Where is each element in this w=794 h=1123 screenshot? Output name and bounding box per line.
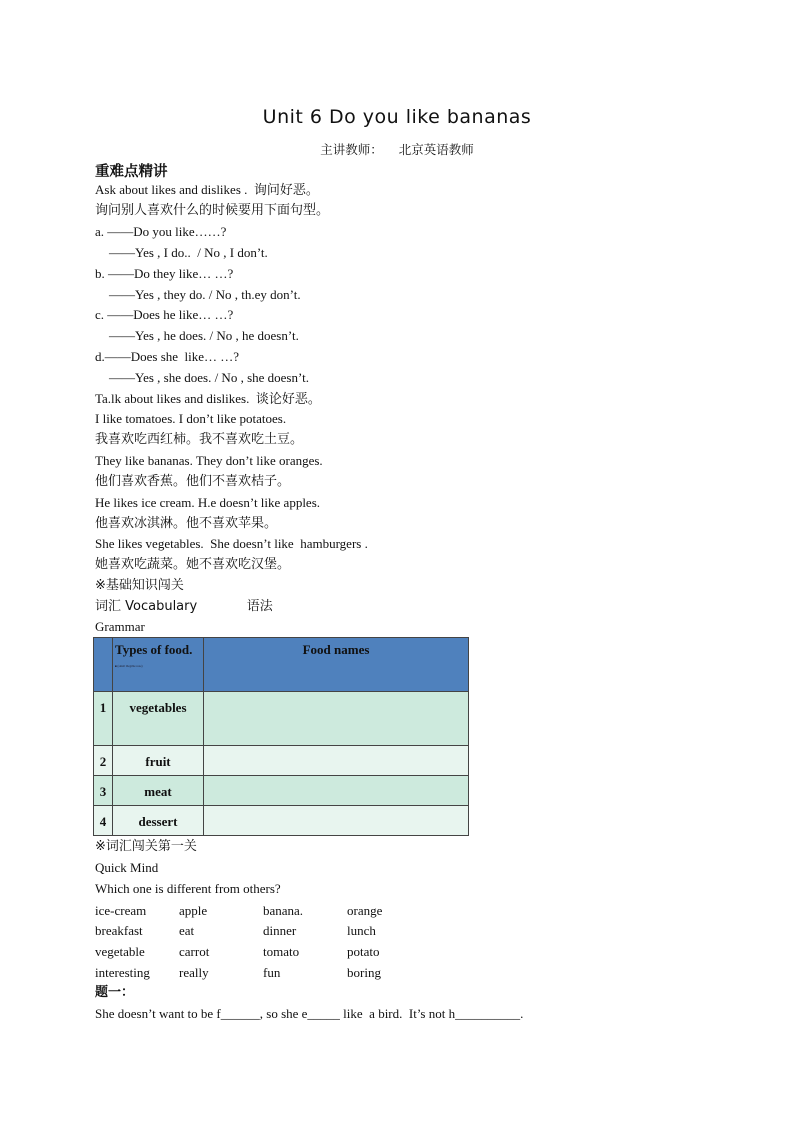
text-line: 他们喜欢香蕉。他们不喜欢桔子。 (95, 474, 291, 489)
text-line: She likes vegetables. She doesn’t like hamburgers . (95, 536, 368, 551)
quiz-word: fun (263, 965, 281, 980)
text-line: a. ——Do you like……? (95, 224, 227, 239)
text-line: Ta.lk about likes and dislikes. 谈论好恶。 (95, 391, 321, 406)
text-line: ——Yes , they do. / No , th.ey don’t. (109, 287, 301, 302)
quiz-word: breakfast (95, 923, 143, 938)
table-row (94, 776, 469, 806)
quiz-word: really (179, 965, 209, 980)
quiz-word: boring (347, 965, 381, 980)
table-cell-names[interactable] (204, 746, 469, 776)
text-line: 词汇 Vocabulary 语法 (95, 599, 273, 614)
text-line: Ask about likes and dislikes . 询问好恶。 (95, 182, 319, 197)
table-cell-num: 1 (94, 692, 113, 746)
page-title: Unit 6 Do you like bananas (262, 106, 532, 128)
table-header-types (113, 638, 204, 692)
table-cell-names[interactable] (204, 692, 469, 746)
teacher-name: 北京英语教师 (398, 142, 474, 157)
quiz-word: vegetable (95, 944, 145, 959)
text-line: Quick Mind (95, 860, 159, 875)
teacher-label: 主讲教师： (320, 142, 383, 157)
table-cell-names[interactable] (204, 776, 469, 806)
text-line: ※基础知识闯关 (95, 578, 184, 593)
text-line: They like bananas. They don’t like oranges. (95, 453, 323, 468)
text-line: ——Yes , he does. / No , he doesn’t. (109, 328, 299, 343)
text-line: I like tomatoes. I don’t like potatoes. (95, 411, 287, 426)
teacher-line (0, 140, 794, 158)
table-header-names: Food names (204, 638, 469, 692)
table-row (94, 692, 469, 746)
quiz-word: dinner (263, 923, 297, 938)
quiz-word: lunch (347, 923, 376, 938)
text-line: b. ——Do they like… …? (95, 266, 234, 281)
text-line: 他喜欢冰淇淋。他不喜欢苹果。 (95, 516, 278, 531)
exercise-sentence: She doesn’t want to be f______, so she e_____ like a bird. It’s not h__________. (95, 1006, 524, 1021)
table-cell-num: 4 (94, 806, 113, 836)
quiz-word: interesting (95, 965, 150, 980)
table-header-types-label: Types of food. (115, 642, 193, 657)
table-header-note: ■ (small illegible note) (115, 664, 143, 668)
table-cell-type: dessert (113, 806, 204, 836)
text-line: Which one is different from others? (95, 881, 281, 896)
text-line: Grammar (95, 619, 145, 634)
table-cell-num: 3 (94, 776, 113, 806)
text-line: ——Yes , I do.. / No , I don’t. (109, 245, 268, 260)
table-cell-type: vegetables (113, 692, 204, 746)
table-header-num (94, 638, 113, 692)
text-line: 我喜欢吃西红柿。我不喜欢吃土豆。 (95, 432, 304, 447)
table-row (94, 746, 469, 776)
quiz-word: banana. (263, 903, 304, 918)
text-line: He likes ice cream. H.e doesn’t like apples. (95, 495, 321, 510)
quiz-word: orange (347, 903, 383, 918)
quiz-word: carrot (179, 944, 210, 959)
text-line: ——Yes , she does. / No , she doesn’t. (109, 370, 309, 385)
table-row (94, 806, 469, 836)
quiz-word: tomato (263, 944, 300, 959)
quiz-word: eat (179, 923, 195, 938)
quiz-word: potato (347, 944, 380, 959)
text-line: 询问别人喜欢什么的时候要用下面句型。 (95, 203, 330, 218)
text-line: c. ——Does he like… …? (95, 307, 234, 322)
table-cell-names[interactable] (204, 806, 469, 836)
table-cell-type: fruit (113, 746, 204, 776)
text-line: ※词汇闯关第一关 (95, 839, 197, 854)
table-cell-type: meat (113, 776, 204, 806)
table-cell-num: 2 (94, 746, 113, 776)
food-types-table (93, 637, 469, 836)
section-heading: 重难点精讲 (95, 164, 168, 180)
text-line: d.——Does she like… …? (95, 349, 240, 364)
quiz-word: ice-cream (95, 903, 147, 918)
table-header-row (94, 638, 469, 692)
quiz-word: apple (179, 903, 208, 918)
exercise-heading: 题一： (95, 985, 135, 1000)
text-line: 她喜欢吃蔬菜。她不喜欢吃汉堡。 (95, 557, 291, 572)
